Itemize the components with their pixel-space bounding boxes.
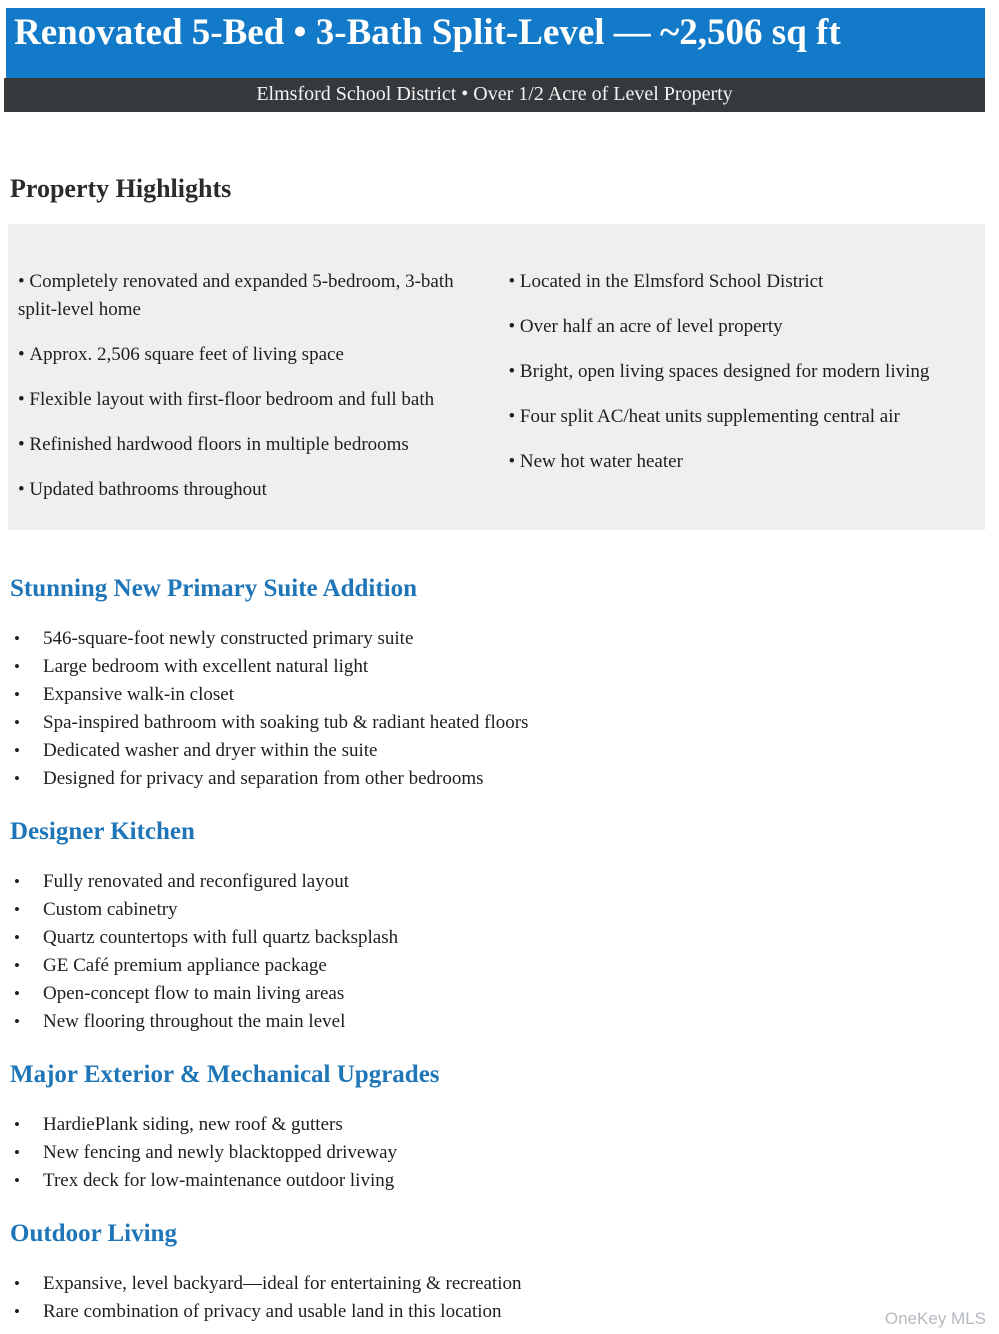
section-exterior-mechanical (0, 1060, 999, 1195)
section-heading-exterior-mechanical: Major Exterior & Mechanical Upgrades (10, 1061, 440, 1088)
title-banner: Renovated 5-Bed • 3-Bath Split-Level — ~2,506 sq ft (6, 8, 985, 78)
highlight-item: • Four split AC/heat units supplementing central air (509, 403, 972, 431)
list-item: • Custom cabinetry (43, 896, 999, 924)
flyer-header (0, 8, 999, 112)
highlight-item: • Completely renovated and expanded 5-bedroom, 3-bath split-level home (18, 268, 481, 324)
list-item: • GE Café premium appliance package (43, 952, 999, 980)
designer-kitchen-list (0, 868, 999, 1036)
listing-flyer (0, 8, 999, 1334)
highlight-item: • New hot water heater (509, 448, 972, 476)
list-item: • Designed for privacy and separation from other bedrooms (43, 765, 999, 793)
section-heading-outdoor-living: Outdoor Living (10, 1220, 177, 1247)
property-highlights-heading: Property Highlights (10, 174, 232, 203)
subtitle-banner: Elmsford School District • Over 1/2 Acre of Level Property (4, 78, 985, 112)
list-item: • Dedicated washer and dryer within the suite (43, 737, 999, 765)
list-item: • HardiePlank siding, new roof & gutters (43, 1111, 999, 1139)
list-item: • Open-concept flow to main living areas (43, 980, 999, 1008)
outdoor-living-list (0, 1270, 999, 1326)
section-primary-suite (0, 574, 999, 793)
highlight-item: • Updated bathrooms throughout (18, 476, 481, 504)
list-item: • Fully renovated and reconfigured layout (43, 868, 999, 896)
highlight-item: • Over half an acre of level property (509, 313, 972, 341)
section-designer-kitchen (0, 817, 999, 1036)
list-item: • Rare combination of privacy and usable land in this location (43, 1298, 999, 1326)
section-heading-primary-suite: Stunning New Primary Suite Addition (10, 575, 418, 602)
list-item: • Expansive, level backyard—ideal for entertaining & recreation (43, 1270, 999, 1298)
list-item: • New fencing and newly blacktopped driveway (43, 1139, 999, 1167)
list-item: • Spa-inspired bathroom with soaking tub & radiant heated floors (43, 709, 999, 737)
list-item: • Trex deck for low-maintenance outdoor living (43, 1167, 999, 1195)
section-heading-designer-kitchen: Designer Kitchen (10, 818, 195, 845)
highlights-right-column (509, 268, 972, 504)
highlight-item: • Refinished hardwood floors in multiple bedrooms (18, 431, 481, 459)
list-item: • Expansive walk-in closet (43, 681, 999, 709)
highlight-item: • Located in the Elmsford School District (509, 268, 972, 296)
highlights-left-column (18, 268, 481, 504)
highlight-item: • Approx. 2,506 square feet of living space (18, 341, 481, 369)
section-outdoor-living (0, 1219, 999, 1326)
list-item: • Quartz countertops with full quartz backsplash (43, 924, 999, 952)
primary-suite-list (0, 625, 999, 793)
onekey-mls-watermark: OneKey MLS (884, 1309, 986, 1328)
list-item: • New flooring throughout the main level (43, 1008, 999, 1036)
list-item: • 546-square-foot newly constructed primary suite (43, 625, 999, 653)
list-item: • Large bedroom with excellent natural light (43, 653, 999, 681)
exterior-mechanical-list (0, 1111, 999, 1195)
highlights-box (8, 224, 985, 530)
highlight-item: • Bright, open living spaces designed for modern living (509, 358, 972, 386)
highlight-item: • Flexible layout with first-floor bedroom and full bath (18, 386, 481, 414)
